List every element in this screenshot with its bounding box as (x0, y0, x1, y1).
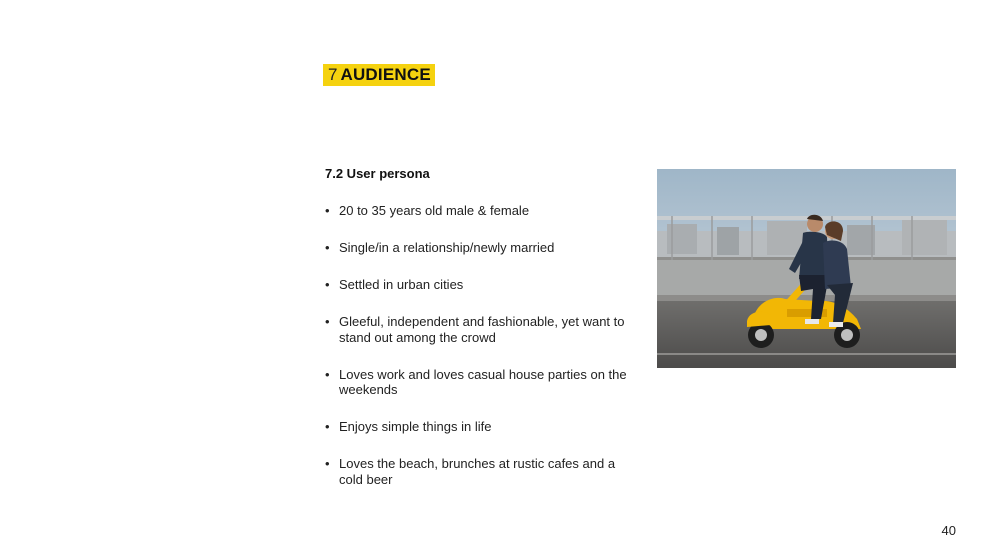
bullet-icon: • (325, 277, 330, 292)
list-item (323, 314, 633, 345)
list-item-text: Loves work and loves casual house parties on the weekends (339, 366, 627, 397)
bullet-icon: • (325, 314, 330, 329)
list-item-text: Loves the beach, brunches at rustic cafes and a cold beer (339, 456, 616, 487)
list-item-text: Settled in urban cities (339, 277, 464, 292)
section-number: 7 (328, 65, 338, 84)
bullet-icon: • (325, 419, 330, 434)
list-item-text: Enjoys simple things in life (339, 419, 492, 434)
list-item (323, 203, 633, 219)
list-item (323, 240, 633, 256)
persona-list (323, 203, 633, 509)
bullet-icon: • (325, 203, 330, 218)
page-number: 40 (941, 523, 956, 538)
couple-on-scooter-photo (657, 169, 956, 368)
list-item (323, 277, 633, 293)
list-item (323, 419, 633, 435)
section-title: AUDIENCE (340, 65, 431, 84)
list-item-text: Gleeful, independent and fashionable, yet want to stand out among the crowd (339, 314, 625, 345)
section-heading (323, 64, 435, 86)
list-item (323, 456, 633, 487)
list-item-text: 20 to 35 years old male & female (339, 203, 530, 218)
subsection-title: 7.2 User persona (325, 166, 430, 181)
list-item-text: Single/in a relationship/newly married (339, 240, 555, 255)
bullet-icon: • (325, 456, 330, 471)
bullet-icon: • (325, 366, 330, 382)
bullet-icon: • (325, 240, 330, 255)
list-item (323, 367, 633, 398)
